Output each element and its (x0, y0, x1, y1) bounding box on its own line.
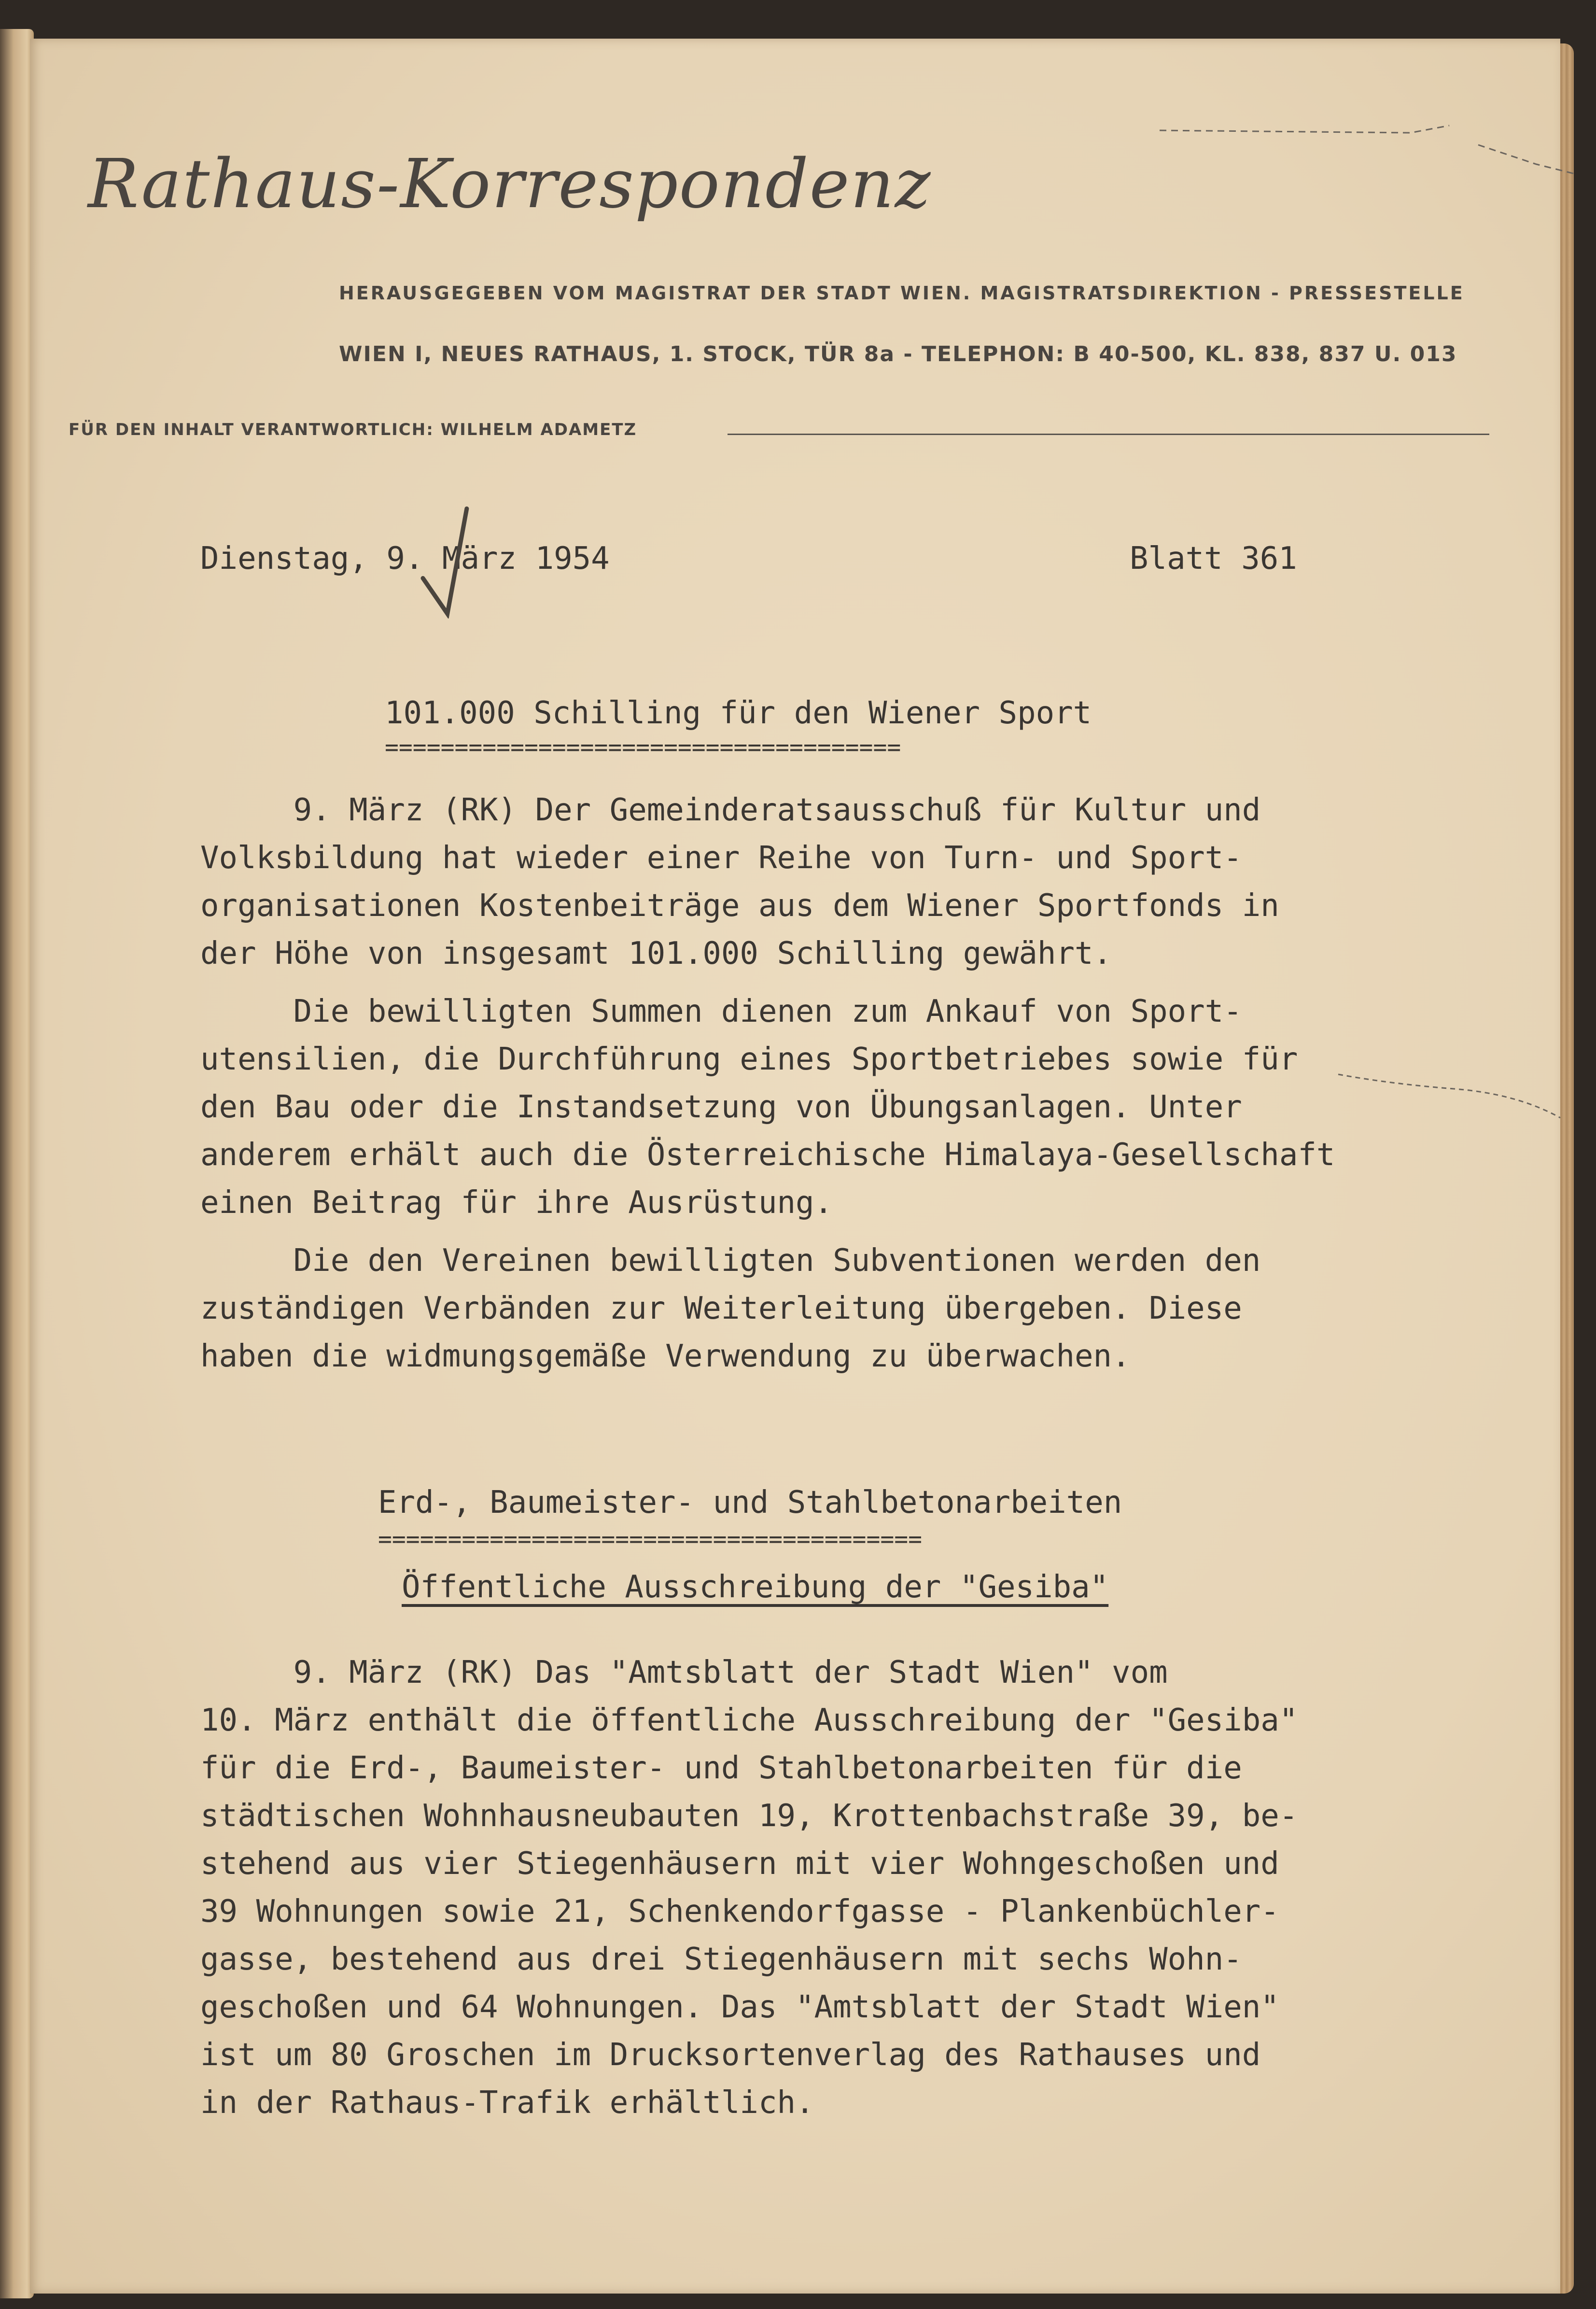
checkmark-icon (409, 503, 487, 622)
article1-paragraph-3: Die den Vereinen bewilligten Subventionen werden den zuständigen Verbänden zur Weiterleitung übergeben. Diese haben die widmungsgemäße Verwendung zu überwachen. (200, 1243, 1261, 1374)
article2-subtitle: Öffentliche Ausschreibung der "Gesiba" (402, 1569, 1109, 1605)
article1-title: 101.000 Schilling für den Wiener Sport (385, 695, 1092, 731)
article1-paragraph-2: Die bewilligten Summen dienen zum Ankauf von Sport- utensilien, die Durchführung eines Sportbetriebes sowie für den Bau oder die Instandsetzung von Übungsanlagen. Unter anderem erhält auch die Österreichische Himalaya-Gesellschaft einen Beitrag für ihre Ausrüstung. (200, 994, 1335, 1221)
pencil-annotation (1333, 1065, 1565, 1123)
article2-title-rule: ======================================= (378, 1526, 923, 1553)
article2-paragraph-1: 9. März (RK) Das "Amtsblatt der Stadt Wien" vom 10. März enthält die öffentliche Ausschreibung der "Gesiba" für die Erd-, Baumeister- und Stahlbetonarbeiten für die städtischen Wohnhausneubauten 19, Krottenbachstraße 39, be- stehend aus vier Stiegenhäusern mit vier Wohngeschoßen und 39 Wohnungen sowie 21, Schenkendorfgasse - Plankenbüchler- gasse, bestehend aus drei Stiegenhäusern mit sechs Wohn- geschoßen und 64 Wohnungen. Das "Amtsblatt der Stadt Wien" ist um 80 Groschen im Drucksortenverlag des Rathauses und in der Rathaus-Trafik erhältlich. (200, 1655, 1298, 2121)
address-line: WIEN I, NEUES RATHAUS, 1. STOCK, TÜR 8a - TELEPHON: B 40-500, KL. 838, 837 U. 013 (339, 342, 1457, 366)
article1-paragraph-1: 9. März (RK) Der Gemeinderatsausschuß für Kultur und Volksbildung hat wieder einer Reihe von Turn- und Sport- organisationen Kostenbeiträge aus dem Wiener Sportfonds in der Höhe von insgesamt 101.000 Schilling gewährt. (200, 792, 1279, 971)
article1-title-rule: ===================================== (385, 734, 901, 761)
header-rule (728, 434, 1489, 435)
left-page-edge (0, 29, 34, 2298)
article2-title: Erd-, Baumeister- und Stahlbetonarbeiten (378, 1485, 1122, 1521)
publisher-line: HERAUSGEGEBEN VOM MAGISTRAT DER STADT WIEN. MAGISTRATSDIREKTION - PRESSESTELLE (339, 282, 1465, 304)
dateline-date: Dienstag, 9. März 1954 (200, 541, 610, 577)
responsible-editor: FÜR DEN INHALT VERANTWORTLICH: WILHELM ADAMETZ (69, 420, 637, 439)
pencil-scribble (1140, 111, 1575, 208)
sheet-number: Blatt 361 (1130, 541, 1297, 577)
document-page (30, 39, 1560, 2294)
masthead-title: Rathaus-Korrespondenz (88, 145, 932, 224)
